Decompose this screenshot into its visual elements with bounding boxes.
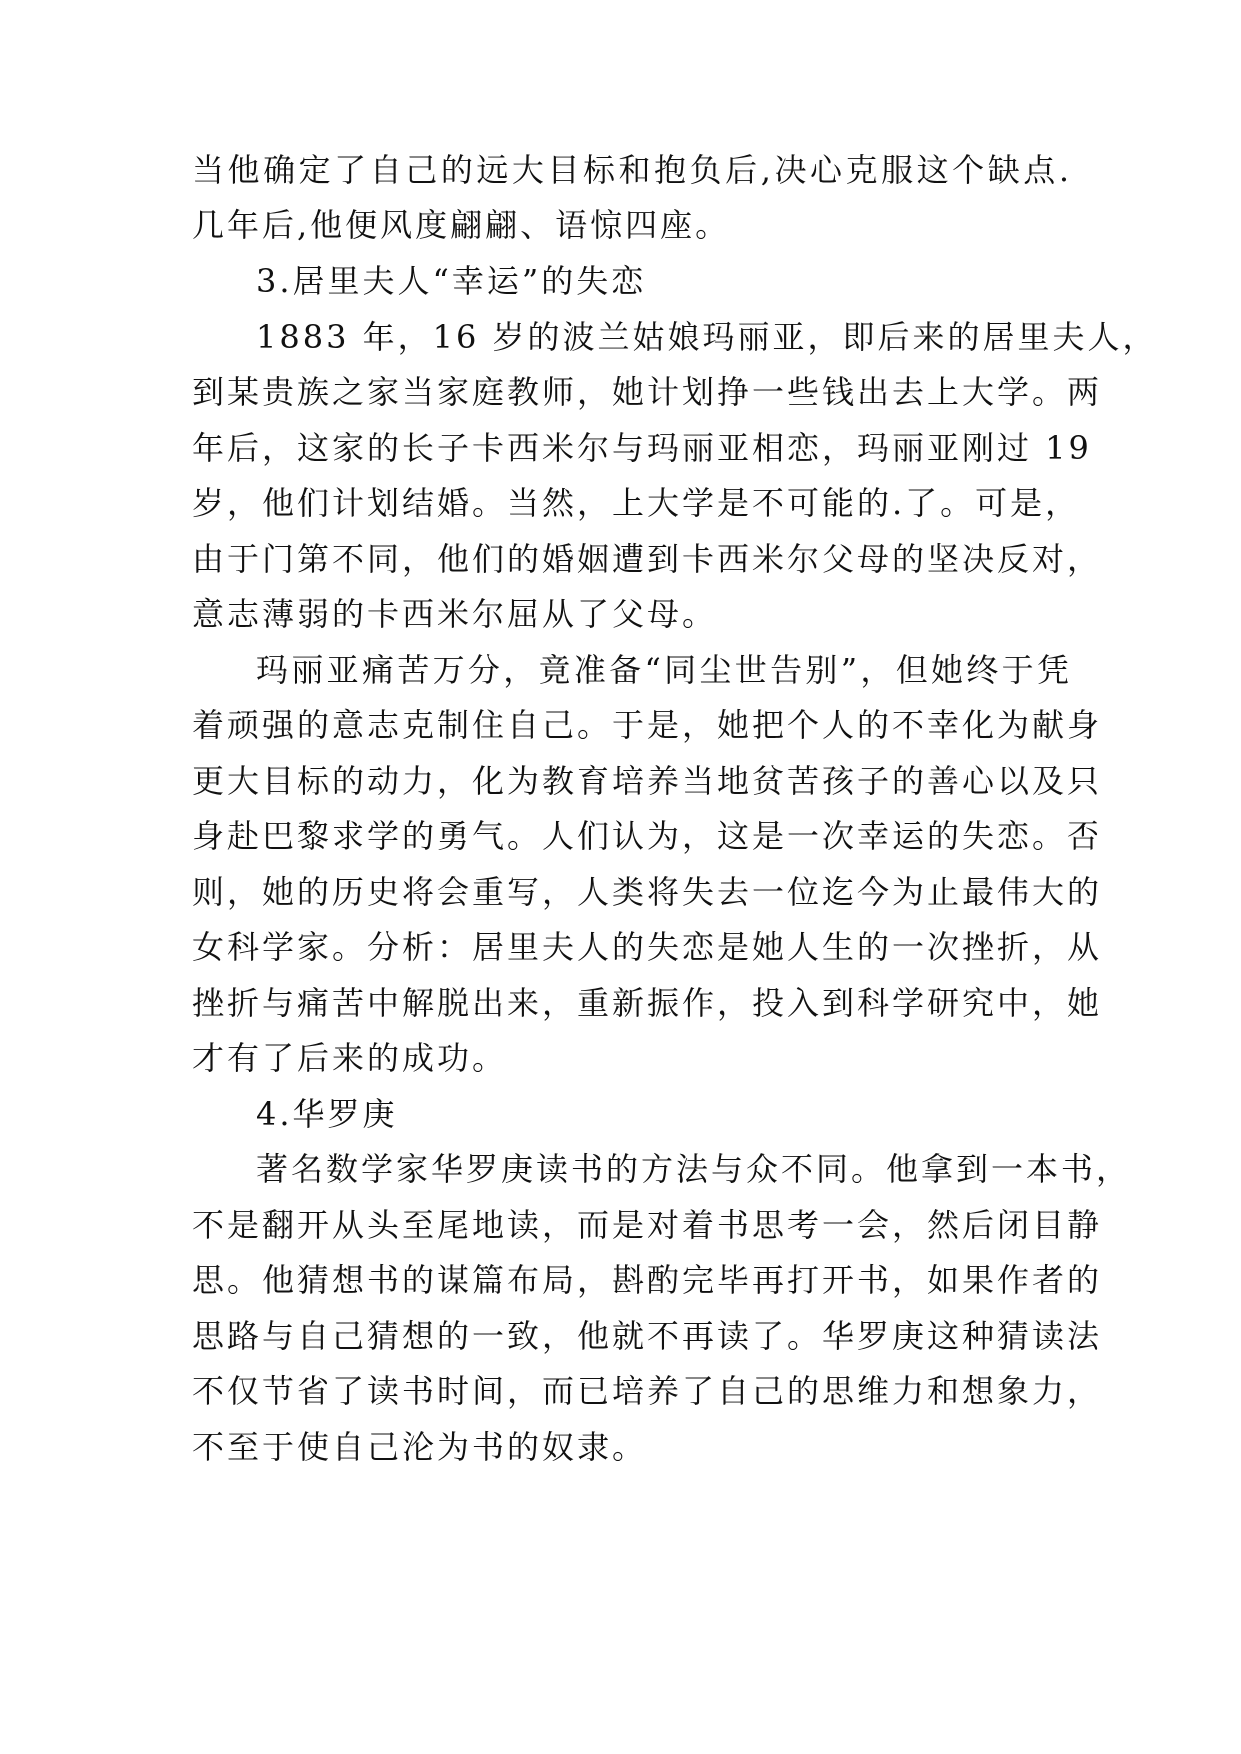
text-line: 才有了后来的成功。 bbox=[192, 1039, 508, 1077]
text-line: 由于门第不同，他们的婚姻遭到卡西米尔父母的坚决反对， bbox=[192, 540, 1103, 578]
text-line: 着顽强的意志克制住自己。于是，她把个人的不幸化为献身 bbox=[192, 706, 1103, 744]
text-line: 意志薄弱的卡西米尔屈从了父母。 bbox=[192, 595, 718, 633]
text-line: 则，她的历史将会重写，人类将失去一位迄今为止最伟大的 bbox=[192, 873, 1103, 911]
text-line: 思。他猜想书的谋篇布局，斟酌完毕再打开书，如果作者的 bbox=[192, 1261, 1103, 1299]
text-line: 年后，这家的长子卡西米尔与玛丽亚相恋，玛丽亚刚过 19 bbox=[192, 429, 1092, 467]
text-line: 不至于使自己沦为书的奴隶。 bbox=[192, 1428, 648, 1466]
text-line: 女科学家。分析：居里夫人的失恋是她人生的一次挫折，从 bbox=[192, 928, 1103, 966]
text-line: 不是翻开从头至尾地读，而是对着书思考一会，然后闭目静 bbox=[192, 1206, 1103, 1244]
text-line: 玛丽亚痛苦万分，竟准备“同尘世告别”，但她终于凭 bbox=[256, 651, 1072, 689]
text-line: 著名数学家华罗庚读书的方法与众不同。他拿到一本书， bbox=[256, 1150, 1132, 1188]
text-line: 1883 年，16 岁的波兰姑娘玛丽亚，即后来的居里夫人， bbox=[256, 318, 1158, 356]
section-heading: 3.居里夫人“幸运”的失恋 bbox=[256, 262, 647, 300]
text-line: 当他确定了自己的远大目标和抱负后,决心克服这个缺点. bbox=[192, 151, 1072, 189]
text-line: 身赴巴黎求学的勇气。人们认为，这是一次幸运的失恋。否 bbox=[192, 817, 1103, 855]
text-line: 岁，他们计划结婚。当然，上大学是不可能的.了。可是， bbox=[192, 484, 1081, 522]
section-heading: 4.华罗庚 bbox=[256, 1095, 398, 1133]
text-line: 思路与自己猜想的一致，他就不再读了。华罗庚这种猜读法 bbox=[192, 1317, 1103, 1355]
text-line: 挫折与痛苦中解脱出来，重新振作，投入到科学研究中，她 bbox=[192, 984, 1103, 1022]
text-line: 更大目标的动力，化为教育培养当地贫苦孩子的善心以及只 bbox=[192, 762, 1103, 800]
text-line: 不仅节省了读书时间，而已培养了自己的思维力和想象力， bbox=[192, 1372, 1103, 1410]
text-line: 几年后,他便风度翩翩、语惊四座。 bbox=[192, 206, 731, 244]
text-line: 到某贵族之家当家庭教师，她计划挣一些钱出去上大学。两 bbox=[192, 373, 1103, 411]
